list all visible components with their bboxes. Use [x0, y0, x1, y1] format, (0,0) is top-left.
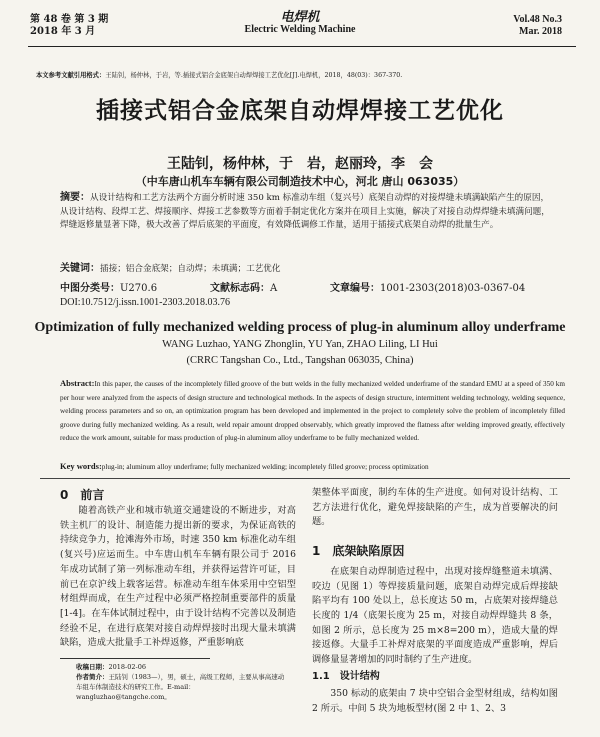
- abstract-cn-label: 摘要：: [60, 192, 90, 203]
- date-en: Mar. 2018: [519, 26, 562, 37]
- section-1-heading: 1 底架缺陷原因: [312, 544, 405, 559]
- keywords-cn-label: 关键词：: [60, 263, 100, 274]
- subsection-1-1-paragraph: 350 标动的底架由 7 块中空铝合金型材组成，结构如图 2 所示。中间 5 块为地板型材(图 2 中 1、2、3: [312, 688, 558, 715]
- citation-label: 本文参考文献引用格式：: [36, 72, 106, 79]
- continuation-text: 架整体平面度，制约车体的生产进度。如何对设计结构、工艺方法进行优化，避免焊接缺陷的产生，成为首要解决的问题。: [312, 487, 558, 528]
- header-volume-en-block: [513, 14, 562, 38]
- right-column: [312, 486, 558, 717]
- article-number: [330, 282, 525, 295]
- section-0-body: [60, 504, 296, 651]
- keywords-cn: [60, 262, 560, 276]
- received-label: 收稿日期：: [76, 663, 109, 671]
- volume-cn: 第 48 卷 第 3 期: [30, 14, 109, 25]
- doc-code-value: A: [270, 283, 278, 294]
- page-title-cn: 插接式铝合金底架自动焊焊接工艺优化: [96, 98, 504, 124]
- section-1-paragraph: 在底架自动焊制造过程中，出现对接焊缝整道未填满、咬边（见图 1）等焊接质量问题，底架自动焊完成后焊接缺陷平均有 100 处以上，总长度达 50 m，占底架对接焊缝总长度的 1/4（底架长度为 25 m，对接自动焊焊缝共 8 条，如图 2 所示，总长度为 25 m×8=200 m），造成大量的焊接返修。大量手工补焊对底架的平面度造成严重影响，焊后调修量显著增加的同时制约了生产进度。: [312, 565, 558, 666]
- abstract-en-text: In this paper, the causes of the incompletely filled groove of the butt welds in the fully mechanized welded underframe of the standard EMU at a speed of 350 km per hour were analyzed from the aspects of design structure and technological methods. In the aspects of design structure, intermittent welding technology, welding sequence, welding process parameters and so on, an optimization program has been developed and implemented in the project to completely solve the problem of incompletely filled groove during fully mechanized welding. As a result, weld repair amount dropped observably, which greatly improved the flatness after welding improved greatly, effectively reduce the work amount, suitable for mass production of plug-in aluminum alloy underframe to be fully mechanized welded.: [60, 380, 565, 443]
- authors-cn: 王陆钊，杨仲林，于 岩，赵丽玲，李 会: [167, 156, 433, 172]
- author-bio-label: 作者简介：: [76, 673, 109, 681]
- citation-line: [36, 70, 576, 79]
- abstract-rule: [40, 478, 570, 479]
- abstract-cn: [60, 191, 556, 233]
- author-bio-text: 王陆钊（1983—），男，硕士，高级工程师，主要从事高速动车组车体制造技术的研究工作。E-mail：wangluzhao@tangche.com。: [76, 673, 285, 701]
- journal-logo-cn: 电焊机: [280, 10, 320, 25]
- section-0-paragraph: 随着高铁产业和城市轨道交通建设的不断进步，对高铁主机厂的设计、制造能力提出新的要求，为保证高铁的持续竞争力，抢滩海外市场，时速 350 km 标准化动车组(复兴号)应运而生。中车唐山机车车辆有限公司于 2016 年成功试制了第一列标准动车组，并获得运营许可证，目前已在京沪线上载客运营。标准动车组车体采用中空铝型材组焊而成，在生产过程中必须严格控制重要部件的质量[1-4]。在车体试制过程中，由于设计结构不完善以及制造经验不足，在进行底架对接自动焊焊接时出现大量未填满缺陷，造成大批量手工补焊返修，严重影响底: [60, 505, 296, 649]
- footnote-rule: [60, 658, 210, 659]
- document-code: [210, 282, 277, 295]
- clc-label: 中图分类号：: [60, 283, 120, 294]
- keywords-en-label: Key words:: [60, 461, 102, 471]
- abstract-en: [60, 377, 565, 446]
- keywords-cn-text: 插接；铝合金底架；自动焊；未填满；工艺优化: [100, 264, 281, 274]
- article-no-value: 1001-2303(2018)03-0367-04: [380, 283, 526, 294]
- volume-en: Vol.48 No.3: [513, 14, 562, 25]
- keywords-en: [60, 460, 565, 473]
- article-no-label: 文章编号：: [330, 283, 380, 294]
- abstract-cn-text: 从设计结构和工艺方法两个方面分析时速 350 km 标准动车组（复兴号）底架自动焊的对接焊缝未填满缺陷产生的原因，从设计结构、段焊工艺、焊接顺序、焊接工艺参数等方面着手制定优化方案并在项目上实施，解决了对接自动焊焊缝未填满问题，焊缝返修量显著下降，极大改善了焊后底架的平面度，有效降低调修工作量，适用于插接式底架自动焊的批量生产。: [60, 193, 550, 231]
- keywords-en-text: plug-in; aluminum alloy underframe; fully mechanized welding; incompletely filled groove; process optimization: [101, 463, 429, 471]
- abstract-en-label: Abstract:: [60, 378, 95, 388]
- date-cn: 2018 年 3 月: [30, 26, 96, 37]
- citation-text: 王陆钊，杨仲林，于岩，等.插接式铝合金底架自动焊焊接工艺优化[J].电焊机，2018，48(03)：367-370.: [105, 72, 403, 79]
- affiliation-cn: （中车唐山机车车辆有限公司制造技术中心，河北 唐山 063035）: [135, 175, 465, 188]
- subsection-1-1-heading: 1.1 设计结构: [312, 670, 380, 682]
- journal-masthead: [0, 12, 600, 36]
- doi: DOI:10.7512/j.issn.1001-2303.2018.03.76: [60, 297, 230, 308]
- received-date: [76, 662, 286, 672]
- authors-en: WANG Luzhao, YANG Zhonglin, YU Yan, ZHAO Liling, LI Hui: [162, 339, 438, 350]
- clc-number: [60, 282, 157, 295]
- section-0-heading: 0 前言: [60, 488, 105, 502]
- page-title-en: Optimization of fully mechanized welding process of plug-in aluminum alloy underframe: [34, 320, 566, 335]
- header-rule: [28, 46, 576, 47]
- affiliation-en: (CRRC Tangshan Co., Ltd., Tangshan 063035, China): [186, 355, 414, 366]
- journal-name-en: Electric Welding Machine: [244, 24, 356, 35]
- author-bio: [76, 672, 286, 702]
- doc-code-label: 文献标志码：: [210, 283, 270, 294]
- footnote: [76, 662, 286, 702]
- received-value: 2018-02-06: [108, 663, 146, 671]
- clc-value: U270.6: [120, 283, 158, 294]
